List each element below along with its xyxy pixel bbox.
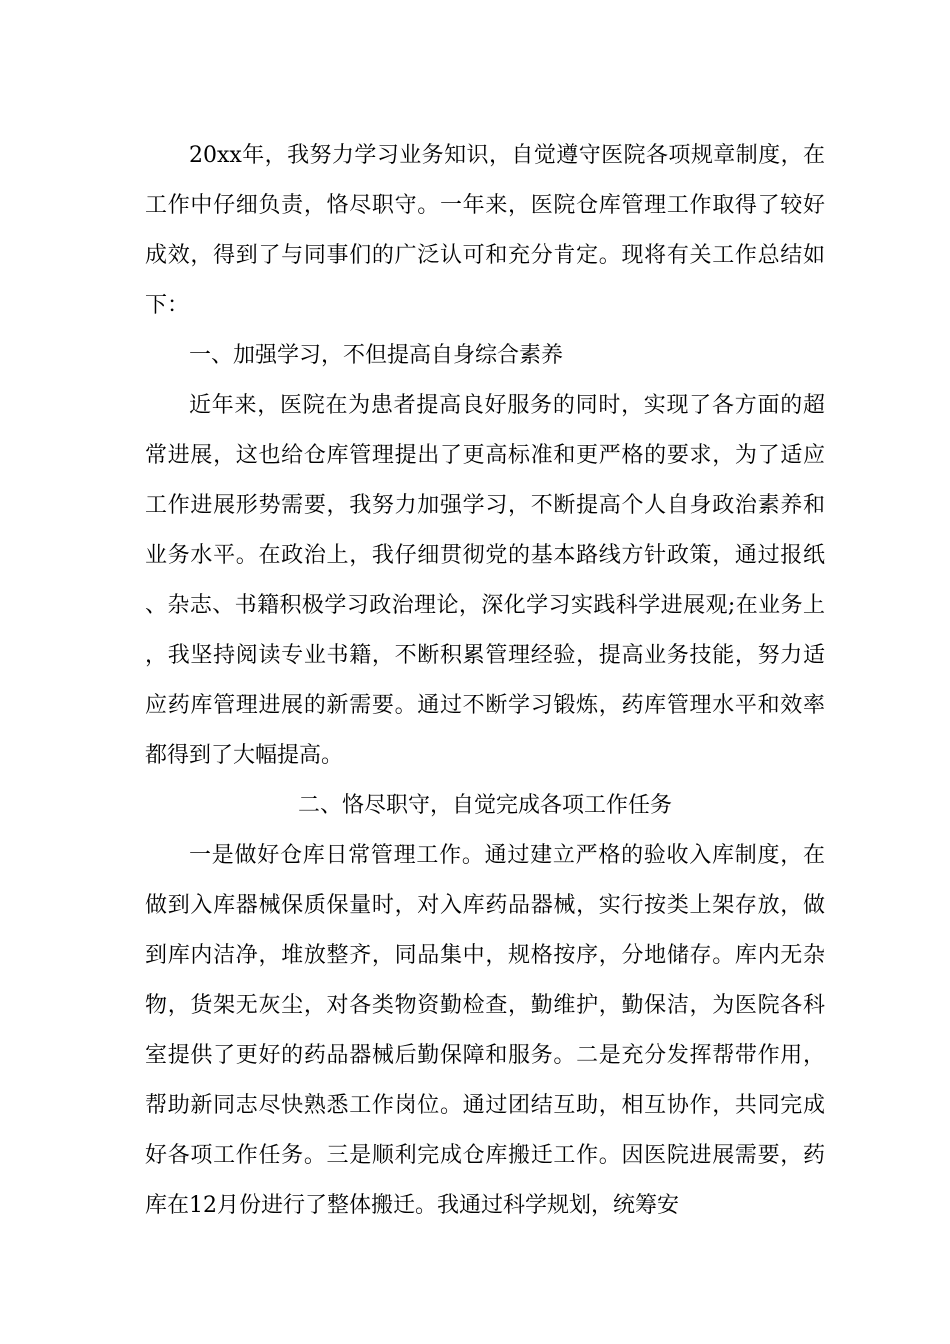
- section-heading-1: 一、加强学习，不但提高自身综合素养: [189, 343, 564, 368]
- paragraph-duties: 一是做好仓库日常管理工作。通过建立严格的验收入库制度，在做到入库器械保质保量时，对入库药品器械，实行按类上架存放，做到库内洁净，堆放整齐，同品集中，规格按序，分地储存。库内无杂物，货架无灰尘，对各类物资勤检查，勤维护，勤保洁，为医院各科室提供了更好的药品器械后勤保障和服务。二是充分发挥帮带作用，帮助新同志尽快熟悉工作岗位。通过团结互助，相互协作，共同完成好各项工作任务。三是顺利完成仓库搬迁工作。因医院进展需要，药库在12月份进行了整体搬迁。我通过科学规划，统筹安: [145, 843, 825, 1218]
- document-body: [145, 131, 825, 1231]
- paragraph-intro: 20xx年，我努力学习业务知识，自觉遵守医院各项规章制度，在工作中仔细负责，恪尽职守。一年来，医院仓库管理工作取得了较好成效，得到了与同事们的广泛认可和充分肯定。现将有关工作总结如下：: [145, 143, 825, 318]
- section-heading-2: 二、恪尽职守，自觉完成各项工作任务: [297, 793, 672, 818]
- paragraph-study: 近年来，医院在为患者提高良好服务的同时，实现了各方面的超常进展，这也给仓库管理提出了更高标准和更严格的要求，为了适应工作进展形势需要，我努力加强学习，不断提高个人自身政治素养和业务水平。在政治上，我仔细贯彻党的基本路线方针政策，通过报纸、杂志、书籍积极学习政治理论，深化学习实践科学进展观;在业务上，我坚持阅读专业书籍，不断积累管理经验，提高业务技能，努力适应药库管理进展的新需要。通过不断学习锻炼，药库管理水平和效率都得到了大幅提高。: [145, 393, 825, 768]
